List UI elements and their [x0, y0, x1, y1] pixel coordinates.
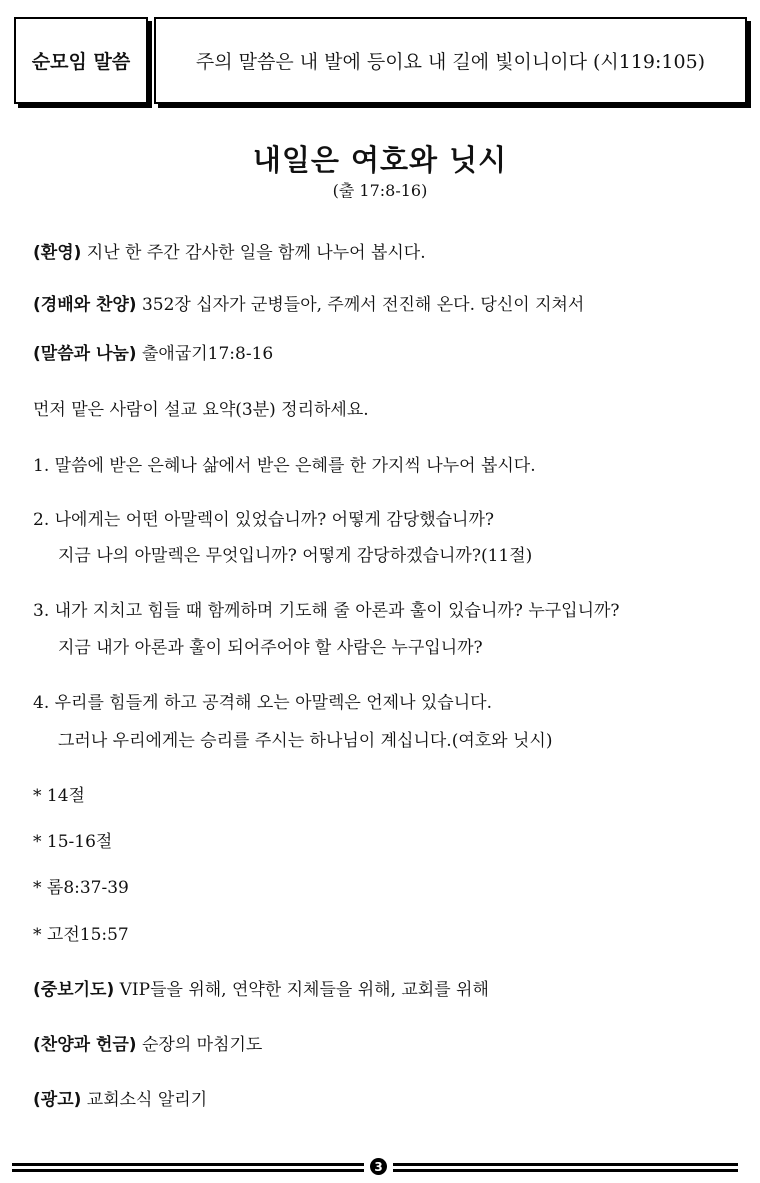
question-4b: 그러나 우리에게는 승리를 주시는 하나님이 계십니다.(여호와 닛시) — [58, 731, 553, 751]
welcome-text: 지난 한 주간 감사한 일을 함께 나누어 봅시다. — [81, 243, 426, 263]
question-2b: 지금 나의 아말렉은 무엇입니까? 어떻게 감당하겠습니까?(11절) — [58, 546, 533, 566]
question-4a: 4. 우리를 힘들게 하고 공격해 오는 아말렉은 언제나 있습니다. — [33, 693, 492, 713]
question-3a: 3. 내가 지치고 힘들 때 함께하며 기도해 줄 아론과 훌이 있습니까? 누구입니까? — [33, 601, 620, 621]
notice-text: 교회소식 알리기 — [81, 1090, 208, 1110]
worship-line — [33, 290, 584, 315]
prayer-label: (중보기도) — [33, 980, 115, 1000]
ref-1: * 14절 — [33, 786, 85, 806]
footer-rule-left-bottom — [12, 1169, 364, 1172]
offering-line — [33, 1030, 262, 1055]
ref-2: * 15-16절 — [33, 832, 113, 852]
prayer-line — [33, 975, 489, 1000]
question-3b: 지금 내가 아론과 훌이 되어주어야 할 사람은 누구입니까? — [58, 638, 483, 658]
offering-text: 순장의 마침기도 — [136, 1035, 263, 1055]
footer-rule-right-bottom — [393, 1169, 738, 1172]
question-1: 1. 말씀에 받은 은혜나 삶에서 받은 은혜를 한 가지씩 나누어 봅시다. — [33, 456, 536, 476]
word-label: (말씀과 나눔) — [33, 344, 137, 364]
word-line — [33, 339, 273, 364]
worship-text: 352장 십자가 군병들아, 주께서 전진해 온다. 당신이 지쳐서 — [136, 295, 585, 315]
header-label-box — [14, 17, 148, 104]
ref-4: * 고전15:57 — [33, 925, 129, 945]
prayer-text: VIP들을 위해, 연약한 지체들을 위해, 교회를 위해 — [114, 980, 489, 1000]
header-verse: 주의 말씀은 내 발에 등이요 내 길에 빛이니이다 (시119:105) — [195, 51, 706, 73]
worship-label: (경배와 찬양) — [33, 295, 137, 315]
offering-label: (찬양과 헌금) — [33, 1035, 137, 1055]
footer-rule-right-top — [393, 1163, 738, 1166]
page-title: 내일은 여호와 닛시 — [252, 143, 508, 177]
notice-label: (광고) — [33, 1090, 82, 1110]
notice-line — [33, 1085, 207, 1110]
page-subtitle: (출 17:8-16) — [332, 181, 428, 200]
page-number: 3 — [370, 1158, 387, 1175]
word-text: 출애굽기17:8-16 — [136, 344, 274, 364]
header-label: 순모임 말씀 — [31, 51, 131, 73]
header-verse-box — [154, 17, 747, 104]
intro-line: 먼저 맡은 사람이 설교 요약(3분) 정리하세요. — [33, 400, 369, 420]
question-2a: 2. 나에게는 어떤 아말렉이 있었습니까? 어떻게 감당했습니까? — [33, 510, 494, 530]
footer-rule-left-top — [12, 1163, 364, 1166]
footer-rule — [12, 1158, 738, 1178]
welcome-line — [33, 238, 426, 263]
welcome-label: (환영) — [33, 243, 82, 263]
ref-3: * 롬8:37-39 — [33, 878, 129, 898]
